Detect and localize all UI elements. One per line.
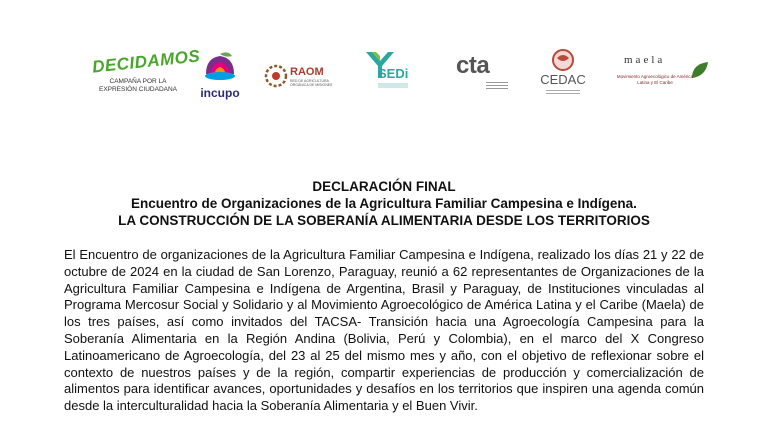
raom-logo [264,64,344,94]
decidamos-logo [91,46,202,102]
cta-caption-lines [486,82,508,89]
incupo-logo [198,50,242,104]
incupo-emblem-icon [198,50,242,86]
sedi-wordmark: SEDi [378,66,409,81]
maela-logo [614,54,714,98]
cedac-caption-lines [546,90,580,94]
maela-caption: Movimiento Agroecológico de América Latina y El Caribe [616,74,694,85]
document-heading [0,178,768,229]
sedi-underline [378,83,408,88]
raom-wordmark: RAOM [290,66,324,78]
decidamos-wordmark: DECIDAMOS [91,46,202,77]
cta-logo [456,52,516,100]
body-paragraph: El Encuentro de organizaciones de la Agricultura Familiar Campesina e Indígena, realizado los días 21 y 22 de octubre de 2024 en la ciudad de San Lorenzo, Paraguay, reunió a 62 representantes de Organizaciones de la Agricultura Familiar Campesina e Indígena de Argentina, Brasil y Paraguay, de Instituciones vinculadas al Programa Mercosur Social y Solidario y al Movimiento Agroecológico de América Latina y el Caribe (Maela) de los tres países, así como invitados del TACSA- Transición hacia una Agroecología Campesina para la Soberanía Alimentaria en la Región Andina (Bolivia, Perú y Colombia), en el marco del X Congreso Latinoamericano de Agroecología, del 23 al 25 del mismo mes y año, con el objetivo de reflexionar sobre el contexto de nuestros países y de la región, compartir experiencias de producción y comercialización de alimentos para identificar avances, oportunidades y desafíos en los territorios que inspiren una agenda común desde la interculturalidad hacia la Soberanía Alimentaria y el Buen Vivir. [64,247,704,414]
raom-caption: RED DE AGRICULTURA ORGÁNICA DE MISIONES [290,79,333,87]
cta-wordmark: cta [456,52,490,79]
cedac-wordmark: CEDAC [540,72,586,87]
maela-wordmark: maela [624,54,666,66]
heading-subtitle: Encuentro de Organizaciones de la Agricultura Familiar Campesina e Indígena. [131,196,637,211]
heading-title: DECLARACIÓN FINAL [312,179,456,194]
logo-strip [0,44,768,104]
decidamos-caption: CAMPAÑA POR LA EXPRESIÓN CIUDADANA [98,78,178,93]
heading-theme: LA CONSTRUCCIÓN DE LA SOBERANÍA ALIMENTARIA DESDE LOS TERRITORIOS [118,213,650,228]
raom-flower-icon [264,64,288,88]
sedi-logo [364,50,414,100]
cedac-logo [540,48,586,102]
incupo-wordmark: incupo [200,86,240,100]
cedac-globe-icon [550,48,576,72]
